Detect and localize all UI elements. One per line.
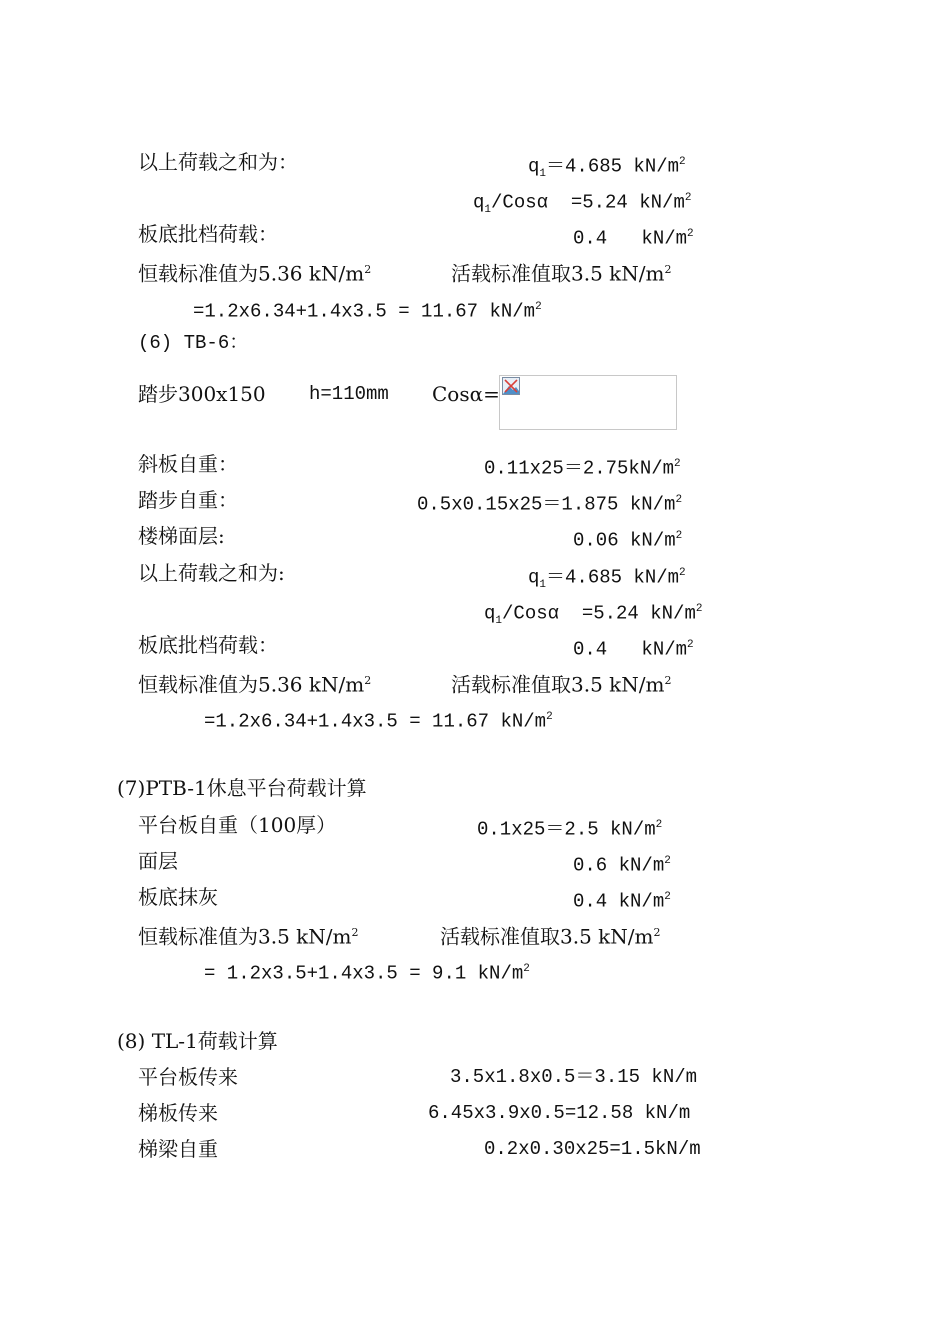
ptb1-heading: (7)PTB-1休息平台荷载计算 (117, 776, 367, 800)
s1-design-load: =1.2x6.34+1.4x3.5 = 11.67 $kN/m^2$ (193, 300, 542, 323)
tb6-live-load: 活载标准值取3.5 $kN/m^2$ (451, 672, 672, 697)
tb6-finish-value: 0.06 $kN/m^2$ (573, 529, 683, 552)
ptb1-dead-load: 恒载标准值为3.5 $kN/m^2$ (138, 924, 359, 949)
tb6-design-load: =1.2x6.34+1.4x3.5 = 11.67 $kN/m^2$ (204, 710, 553, 733)
tl1-stair-value: 6.45x3.9x0.5=12.58 kN/m (428, 1102, 691, 1124)
tb6-dead-load: 恒载标准值为5.36 $kN/m^2$ (138, 672, 372, 697)
broken-image-icon (502, 377, 520, 395)
tb6-sum-value: $q_1=4.685$ $kN/m^2$ (528, 566, 686, 592)
tb6-slab-value: $0.11x25=2.75kN/m^2$ (484, 457, 681, 480)
s1-live-load: 活载标准值取3.5 $kN/m^2$ (451, 261, 672, 286)
ptb1-plaster-label: 板底抹灰 (138, 885, 218, 909)
tb6-slab-label: 斜板自重： (138, 452, 238, 476)
s1-cos-value: $q_1$/Cosα =5.24 $kN/m^2$ (473, 191, 692, 217)
tl1-platform-label: 平台板传来 (138, 1065, 238, 1089)
tb6-cos-label: Cosα= (432, 382, 500, 406)
s1-sum-value: $q_1=4.685$ $kN/m^2$ (528, 155, 686, 181)
tb6-cos-value: $q_1$/Cosα =5.24 $kN/m^2$ (484, 602, 703, 628)
ptb1-design-load: = 1.2x3.5+1.4x3.5 = 9.1 $kN/m^2$ (204, 962, 530, 985)
tb6-sum-label: 以上荷载之和为: (138, 561, 285, 585)
tl1-beam-value: 0.2x0.30x25=1.5kN/m (484, 1138, 701, 1160)
tb6-heading: (6) TB-6： (138, 332, 249, 354)
tb6-step-value: 0.5x0.15x25＝1.875 $kN/m^2$ (417, 493, 683, 516)
tb6-ceiling-label: 板底批档荷载： (138, 633, 278, 657)
tl1-stair-label: 梯板传来 (138, 1101, 218, 1125)
tb6-ceiling-value: 0.4 $kN/m^2$ (573, 638, 694, 661)
broken-image-placeholder (499, 375, 677, 430)
tb6-finish-label: 楼梯面层: (138, 524, 225, 548)
tb6-step-label: 踏步自重： (138, 488, 238, 512)
ptb1-live-load: 活载标准值取3.5 $kN/m^2$ (440, 924, 661, 949)
s1-sum-label: 以上荷载之和为： (138, 150, 298, 174)
tl1-platform-value: 3.5x1.8x0.5＝3.15 kN/m (450, 1066, 698, 1088)
ptb1-plaster-value: 0.4 $kN/m^2$ (573, 890, 671, 913)
ptb1-surface-label: 面层 (138, 849, 178, 873)
tl1-beam-label: 梯梁自重 (138, 1137, 218, 1161)
s1-dead-load: 恒载标准值为5.36 $kN/m^2$ (138, 261, 372, 286)
tb6-step-size: 踏步300x150 (138, 382, 266, 406)
s1-ceiling-label: 板底批档荷载： (138, 222, 278, 246)
s1-ceiling-value: 0.4 $kN/m^2$ (573, 227, 694, 250)
ptb1-plate-value: 0.1x25＝2.5 $kN/m^2$ (477, 818, 663, 841)
tl1-heading: (8) TL-1荷载计算 (117, 1029, 278, 1053)
tb6-thickness: h=110mm (309, 383, 389, 405)
ptb1-surface-value: 0.6 $kN/m^2$ (573, 854, 671, 877)
ptb1-plate-label: 平台板自重（100厚） (138, 813, 337, 837)
